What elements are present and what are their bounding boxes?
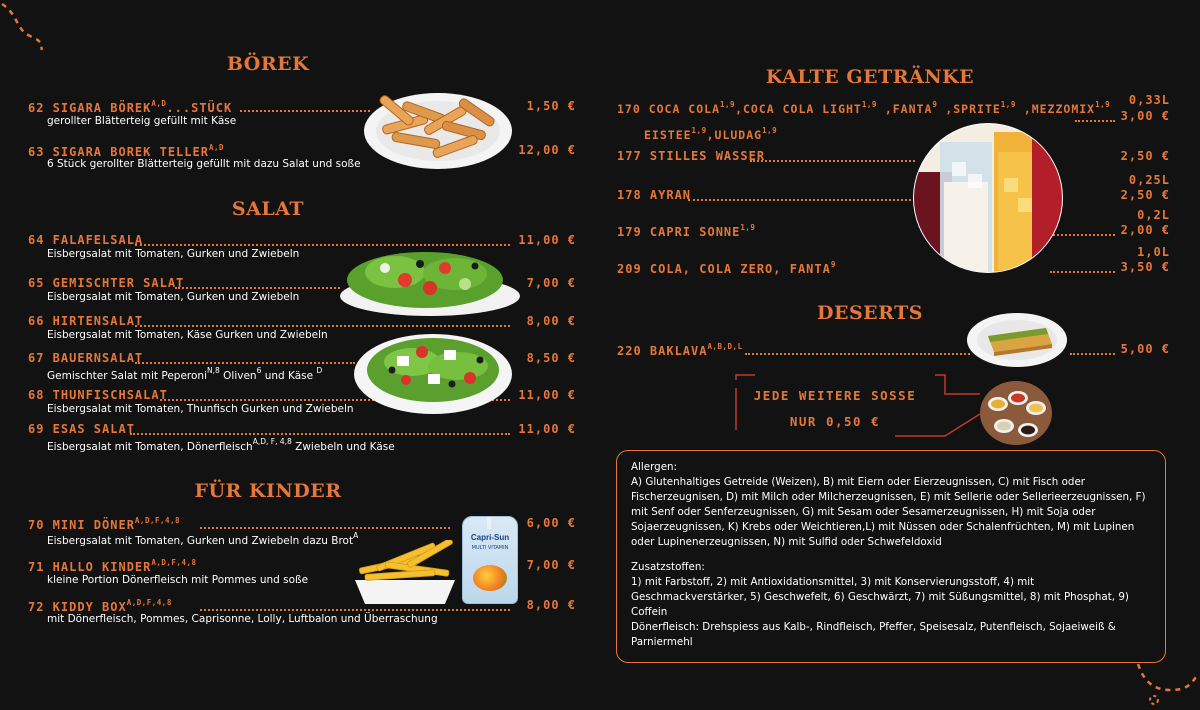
capri-sun-straw xyxy=(487,516,491,529)
menu-item-69-name: 69 ESAS SALAT xyxy=(28,422,135,436)
menu-item-66-name: 66 HIRTENSALAT xyxy=(28,314,144,328)
drink-170-name: 170 COCA COLA$^{1,9}$,COCA COLA LIGHT$^{1,9}$ ,FANTA$^9$ ,SPRITE$^{1,9}$ ,MEZZOMIX$^{1,9}$ xyxy=(617,100,1111,116)
drink-209-price: 3,50 € xyxy=(1120,260,1170,274)
menu-item-68-price: 11,00 € xyxy=(518,388,576,402)
menu-item-72-desc: mit Dönerfleisch, Pommes, Caprisonne, Lolly, Luftbalon und Überraschung xyxy=(47,613,438,625)
dot-leader xyxy=(200,527,450,529)
menu-item-62-name: 62 SIGARA $BÖREK^{A,D}...STÜCK$ xyxy=(28,99,233,115)
menu-item-69-price: 11,00 € xyxy=(518,422,576,436)
menu-item-72-price: 8,00 € xyxy=(526,598,576,612)
drink-179-name: 179 CAPRI SONNE$^{1,9}$ xyxy=(617,223,756,239)
greek-salad-plate-image xyxy=(352,322,514,416)
drink-178-size: 0,25L xyxy=(1128,173,1170,187)
decorative-dash-bottom-right xyxy=(1130,660,1200,710)
menu-item-67-desc: Gemischter Salat mit Peperoni$^{N,8}$ Oliven$^6$ und Käse $^D$ xyxy=(47,366,323,382)
menu-item-65-desc: Eisbergsalat mit Tomaten, Gurken und Zwiebeln xyxy=(47,291,300,303)
menu-item-64-name: 64 FALAFELSALA xyxy=(28,233,144,247)
getraenke-title: KALTE GETRÄNKE xyxy=(765,66,975,88)
dot-leader xyxy=(130,433,510,435)
dot-leader xyxy=(750,160,915,162)
menu-item-69-desc: Eisbergsalat mit Tomaten, Dönerfleisch$^{A,D, F, 4,8}$ Zwiebeln und Käse xyxy=(47,437,395,453)
borek-plate-image xyxy=(362,86,514,172)
dessert-220-price: 5,00 € xyxy=(1120,342,1170,356)
menu-item-63-price: 12,00 € xyxy=(518,143,576,157)
menu-item-71-desc: kleine Portion Dönerfleisch mit Pommes und soße xyxy=(47,574,309,586)
menu-item-70-price: 6,00 € xyxy=(526,516,576,530)
menu-item-71-price: 7,00 € xyxy=(526,558,576,572)
drink-170-price: 3,00 € xyxy=(1120,109,1170,123)
menu-item-70-desc: Eisbergsalat mit Tomaten, Gurken und Zwiebeln dazu Brot$^A$ xyxy=(47,531,359,547)
menu-item-70-name: 70 MINI $DÖNER^{A,D,F,4,8}$ xyxy=(28,516,181,532)
allergen-text: A) Glutenhaltiges Getreide (Weizen), B) mit Eiern oder Eierzeugnissen, C) mit Fisch oder Fischerzeugnisen, D) mit Milch oder Milcherzeugnissen, E) mit Sellerie oder Sellerieerzeugnissen, F) mit Senf oder Senferzeugnissen, G) mit Sesam oder Sesamerzeugnissen, H) mit Soja oder Sojaerzeugnissen, K) Krebs oder Weichtieren,L) mit Nüssen oder Schalenfrüchten, M) mit Lupinen oder Lupinenerzeugnissen, N) mit Sulfid oder Schwefeldoxid xyxy=(631,476,1146,548)
borek-title: BÖREK xyxy=(226,53,310,75)
dot-leader xyxy=(200,609,510,611)
menu-item-66-price: 8,00 € xyxy=(526,314,576,328)
drink-170-size: 0,33L xyxy=(1128,93,1170,107)
salat-title: SALAT xyxy=(231,198,305,220)
capri-sun-sub: MULTI VITAMIN xyxy=(471,545,509,551)
menu-item-62-price: 1,50 € xyxy=(526,99,576,113)
cold-drinks-image xyxy=(912,122,1064,274)
menu-item-66-desc: Eisbergsalat mit Tomaten, Käse Gurken und Zwiebeln xyxy=(47,329,328,341)
dessert-220-name: 220 $BAKLAVA^{A,B,D,L}$ xyxy=(617,342,743,358)
menu-item-71-name: 71 HALLO $KINDER^{A,D,F,4,8}$ xyxy=(28,558,197,574)
drink-179-price: 2,00 € xyxy=(1120,223,1170,237)
menu-item-62-desc: gerollter Blätterteig gefüllt mit Käse xyxy=(47,115,237,127)
salad-bowl-image xyxy=(335,238,525,320)
menu-item-65-name: 65 GEMISCHTER SALAT xyxy=(28,276,185,290)
capri-sun-pouch-image xyxy=(462,516,518,604)
drink-209-name: 209 COLA, COLA ZERO, FANTA$^9$ xyxy=(617,260,836,276)
menu-item-67-price: 8,50 € xyxy=(526,351,576,365)
doner-text: Dönerfleisch: Drehspiess aus Kalb-, Rindfleisch, Pfeffer, Speisesalz, Putenfleisch, Sojaeiweiß & Parniermehl xyxy=(631,621,1116,648)
menu-item-67-name: 67 BAUERNSALAT xyxy=(28,351,144,365)
menu-item-64-desc: Eisbergsalat mit Tomaten, Gurken und Zwiebeln xyxy=(47,248,300,260)
capri-sun-fruit xyxy=(473,565,507,591)
fries-image xyxy=(345,540,465,608)
drink-178-price: 2,50 € xyxy=(1120,188,1170,202)
drink-209-size: 1,0L xyxy=(1137,245,1170,259)
dot-leader xyxy=(745,353,970,355)
baklava-plate-image xyxy=(966,310,1068,368)
menu-item-68-desc: Eisbergsalat mit Tomaten, Thunfisch Gurken und Zwiebeln xyxy=(47,403,354,415)
sauce-promo-line2: NUR 0,50 € xyxy=(789,414,881,429)
zusatz-heading: Zusatzstoffen: xyxy=(631,561,705,573)
allergen-heading: Allergen: xyxy=(631,461,678,473)
kinder-title: FÜR KINDER xyxy=(194,480,342,502)
menu-item-64-price: 11,00 € xyxy=(518,233,576,247)
drink-178-name: 178 AYRAN xyxy=(617,188,692,202)
drink-177-price: 2,50 € xyxy=(1120,149,1170,163)
menu-item-65-price: 7,00 € xyxy=(526,276,576,290)
dot-leader xyxy=(688,199,915,201)
capri-sun-label: Capri-Sun xyxy=(470,533,510,542)
menu-item-63-desc: 6 Stück gerollter Blätterteig gefüllt mit dazu Salat und soße xyxy=(47,158,361,170)
menu-item-72-name: 72 KIDDY $BOX^{A,D,F,4,8}$ xyxy=(28,598,172,614)
decorative-dash-top-left xyxy=(0,0,60,60)
dot-leader xyxy=(135,362,355,364)
drink-170-line2: EISTEE$^{1,9}$,ULUDAG$^{1,9}$ xyxy=(644,126,778,142)
allergen-info-box xyxy=(616,450,1166,663)
deserts-title: DESERTS xyxy=(817,302,923,324)
drink-177-name: 177 STILLES WASSER xyxy=(617,149,766,163)
drink-179-size: 0,2L xyxy=(1137,208,1170,222)
sauce-promo-line1: JEDE WEITERE SOSSE xyxy=(753,388,917,403)
dot-leader xyxy=(240,110,370,112)
dot-leader xyxy=(175,287,340,289)
sauces-image xyxy=(978,380,1054,446)
zusatz-text: 1) mit Farbstoff, 2) mit Antioxidationsmittel, 3) mit Konservierungsstoff, 4) mit Geschmackverstärker, 5) Geschwefelt, 6) Geschwärzt, 7) mit Süßungsmittel, 8) mit Phosphat, 9) Coffein xyxy=(631,576,1129,618)
menu-item-68-name: 68 THUNFISCHSALAT xyxy=(28,388,168,402)
menu-item-63-name: 63 SIGARA BOREK $TELLER^{A,D}$ xyxy=(28,143,224,159)
